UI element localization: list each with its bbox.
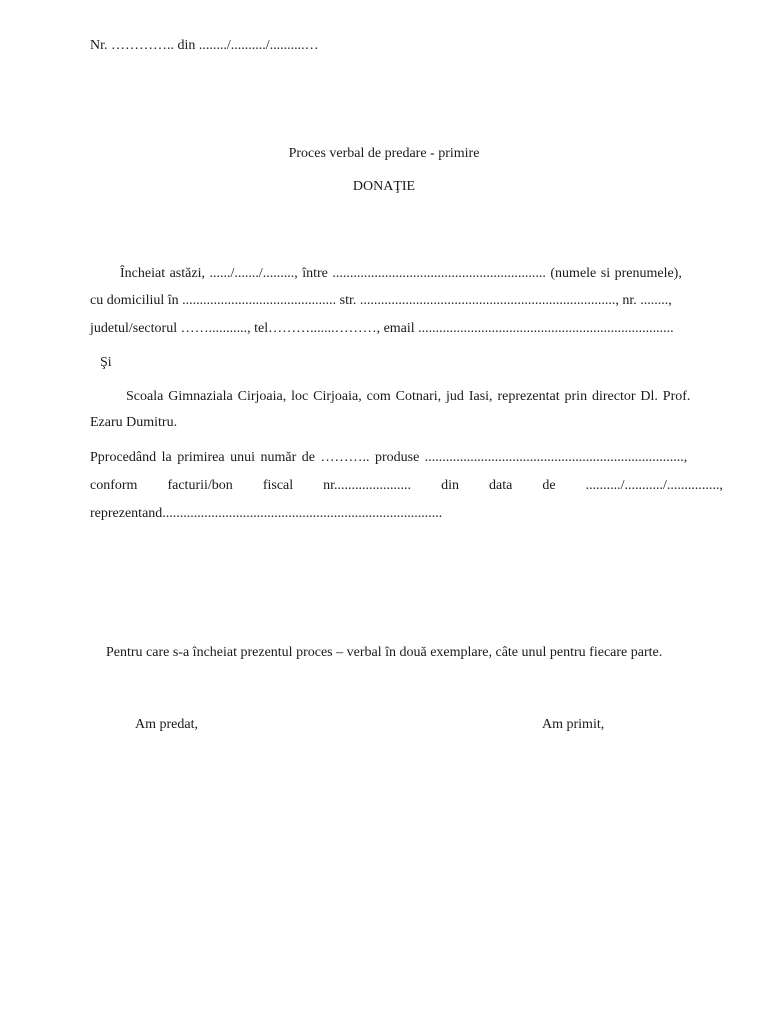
- procedure-line3: reprezentand................................................................................: [90, 506, 443, 521]
- registration-number-line: Nr. ………….. din ......../........../..........…: [90, 38, 319, 53]
- procedure-word: data: [489, 478, 513, 493]
- procedure-word: fiscal: [262, 478, 294, 493]
- paragraph-date-parties-line1: Încheiat astăzi, ....../......./........., între ............................................................. (numele si prenumele),: [120, 266, 682, 281]
- procedure-word: din: [441, 478, 459, 493]
- procedure-word: nr......................: [323, 478, 412, 493]
- signature-right-label: Am primit,: [542, 717, 605, 732]
- paragraph-date-parties-line3: judetul/sectorul ……..........., tel……….......………, email .........................................................................: [90, 321, 674, 336]
- closing-statement: Pentru care s-a încheiat prezentul proces – verbal în două exemplare, câte unul pentru fiecare parte.: [106, 645, 663, 660]
- signature-left-label: Am predat,: [135, 717, 198, 732]
- paragraph-date-parties-line2: cu domiciliul în ............................................ str. ........................................................................., nr. ........,: [90, 293, 672, 308]
- document-subtitle: DONAŢIE: [352, 179, 416, 194]
- school-line1: Scoala Gimnaziala Cirjoaia, loc Cirjoaia, com Cotnari, jud Iasi, reprezentat prin director Dl. Prof.: [126, 389, 691, 404]
- procedure-line1: Pprocedând la primirea unui număr de ……….. produse ..........................................................................,: [90, 450, 688, 465]
- school-line2: Ezaru Dumitru.: [90, 415, 178, 430]
- procedure-word: ........../.........../...............,: [585, 478, 723, 493]
- conjunction-si: Şi: [100, 355, 112, 370]
- document-title: Proces verbal de predare - primire: [288, 146, 480, 161]
- procedure-word: de: [542, 478, 556, 493]
- procedure-line2: [90, 477, 723, 495]
- procedure-word: conform: [90, 478, 138, 493]
- procedure-word: facturii/bon: [167, 478, 233, 493]
